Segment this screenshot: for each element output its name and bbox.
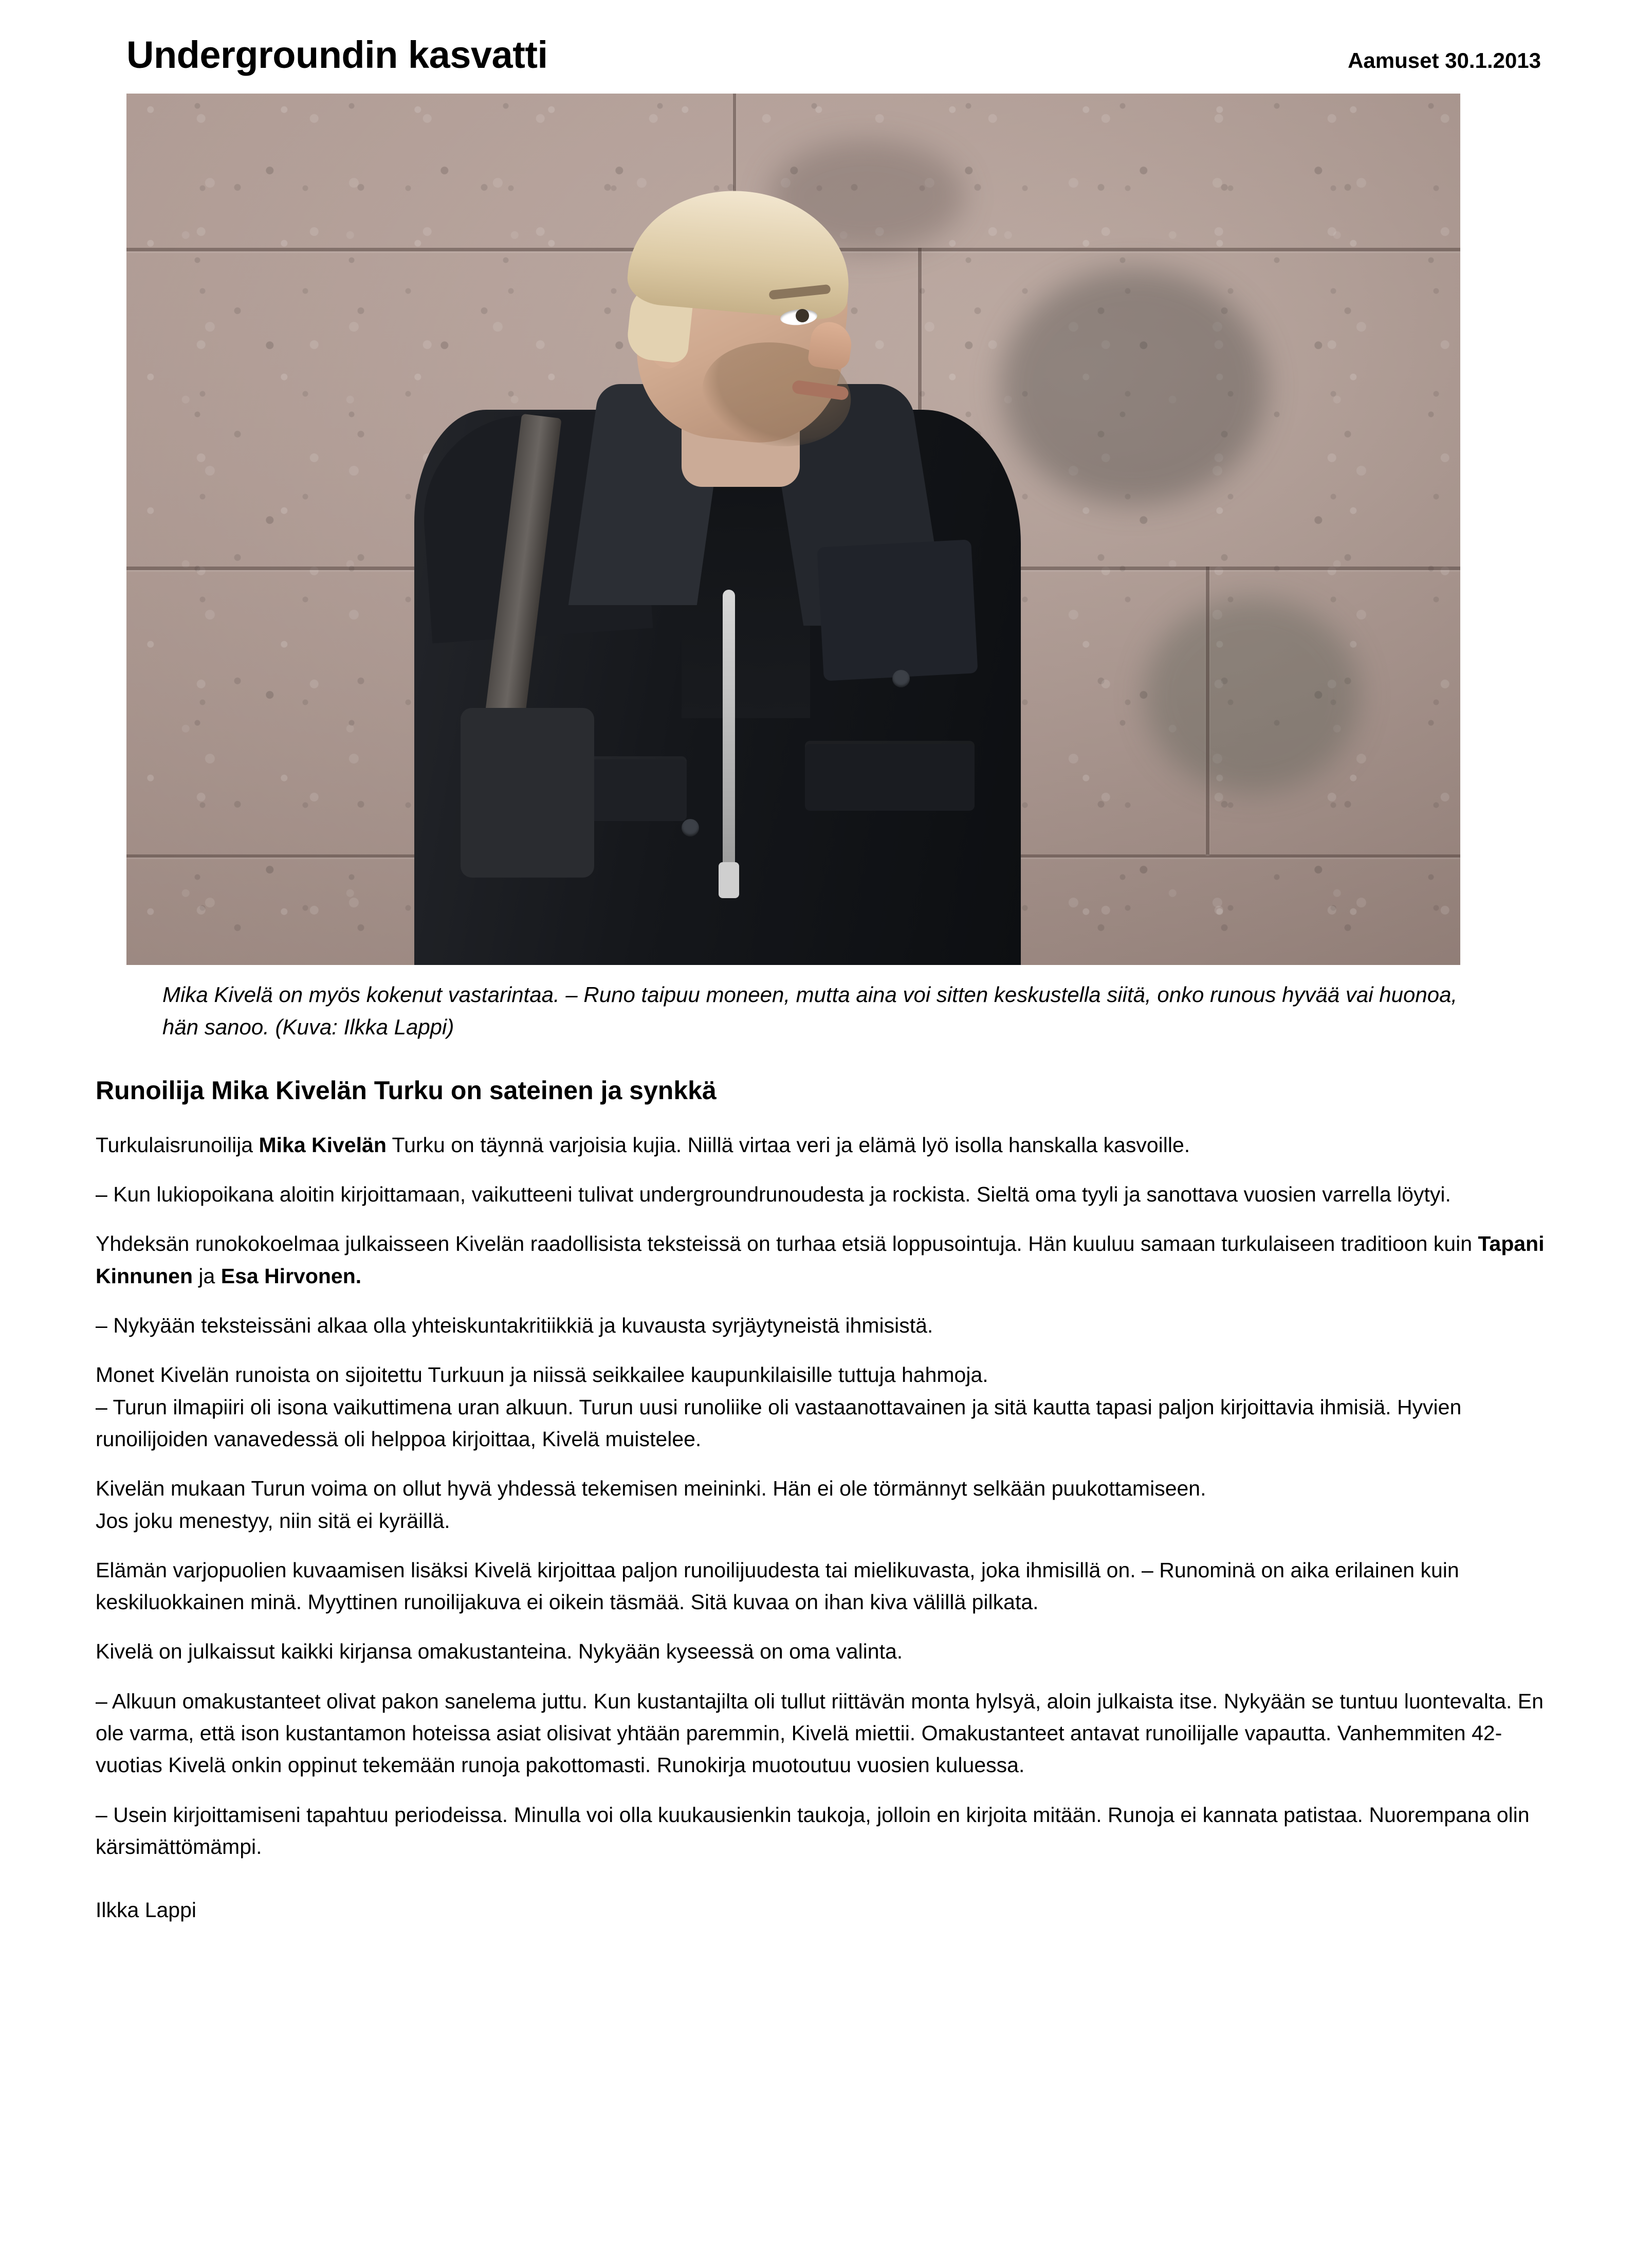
pupil bbox=[796, 309, 809, 322]
article-photo-wrapper bbox=[49, 94, 1603, 965]
person-figure bbox=[414, 194, 1021, 965]
hair bbox=[626, 181, 856, 321]
article-paragraph: – Alkuun omakustanteet olivat pakon sanelema juttu. Kun kustantajilta oli tullut riittävän monta hylsyä, aloin julkaista itse. Nykyään se tuntuu luontevalta. En ole varma, että ison kustantamon hoteissa asiat olisivat yhtään paremmin, Kivelä miettii. Omakustanteet antavat runoilijalle vapautta. Vanhemmiten 42-vuotias Kivelä onkin oppinut tekemään runoja pakottomasti. Runokirja muotoutuu vuosien kuluessa. bbox=[96, 1689, 1544, 1777]
masthead bbox=[49, 21, 1603, 75]
article-paragraph: Kivelä on julkaissut kaikki kirjansa omakustanteina. Nykyään kyseessä on oma valinta. bbox=[96, 1639, 903, 1664]
photo-caption: Mika Kivelä on myös kokenut vastarintaa. – Runo taipuu moneen, mutta aina voi sitten keskustella siitä, onko runous hyvää vai huonoa, hän sanoo. (Kuva: Ilkka Lappi) bbox=[162, 982, 1458, 1039]
article-paragraph: Elämän varjopuolien kuvaamisen lisäksi Kivelä kirjoittaa paljon runoilijuudesta tai mielikuvasta, joka ihmisillä on. – Runominä on aika erilainen kuin keskiluokkainen minä. Myyttinen runoilijakuva ei oikein täsmää. Sitä kuvaa on ihan kiva välillä pilkata. bbox=[96, 1558, 1459, 1614]
article-paragraph: Yhdeksän runokokoelmaa julkaisseen Kivelän raadollisista teksteissä on turhaa etsiä loppusointuja. Hän kuuluu samaan turkulaiseen traditioon kuin Tapani Kinnunen ja Esa Hirvonen. bbox=[96, 1232, 1545, 1288]
article-subheading: Runoilija Mika Kivelän Turku on sateinen ja synkkä bbox=[96, 1076, 717, 1105]
page-title: Undergroundin kasvatti bbox=[126, 33, 548, 76]
emphasized-name: Tapani Kinnunen bbox=[96, 1232, 1545, 1288]
stone-shadow-patch bbox=[1144, 597, 1360, 793]
coat-pocket-right bbox=[805, 744, 975, 811]
stone-shadow-patch bbox=[1000, 268, 1268, 505]
emphasized-name: Esa Hirvonen. bbox=[221, 1264, 362, 1288]
article-paragraph: – Kun lukiopoikana aloitin kirjoittamaan, vaikutteeni tulivat undergroundrunoudesta ja rockista. Sieltä oma tyyli ja sanottava vuosien varrella löytyi. bbox=[96, 1182, 1451, 1206]
article-paragraph: Kivelän mukaan Turun voima on ollut hyvä yhdessä tekemisen meininki. Hän ei ole törmännyt selkään puukottamiseen. Jos joku menestyy, niin sitä ei kyräillä. bbox=[96, 1477, 1206, 1533]
zipper-pull bbox=[719, 862, 739, 898]
coat-flap bbox=[817, 539, 978, 681]
article-byline: Ilkka Lappi bbox=[96, 1898, 197, 1922]
emphasized-name: Mika Kivelän bbox=[259, 1133, 387, 1157]
article-paragraph: – Usein kirjoittamiseni tapahtuu periodeissa. Minulla voi olla kuukausienkin taukoja, jolloin en kirjoita mitään. Runoja ei kannata patistaa. Nuorempana olin kärsimättömämpi. bbox=[96, 1802, 1530, 1858]
zipper bbox=[723, 590, 735, 878]
article-paragraph: – Nykyään teksteissäni alkaa olla yhteiskuntakritiikkiä ja kuvausta syrjäytyneistä ihmisistä. bbox=[96, 1313, 933, 1337]
article-paragraph: Monet Kivelän runoista on sijoitettu Turkuun ja niissä seikkailee kaupunkilaisille tuttuja hahmoja. – Turun ilmapiiri oli isona vaikuttimena uran alkuun. Turun uusi runoliike oli vastaanottavainen ja sitä kautta tapasi paljon kirjoittavia ihmisiä. Hyvien runoilijoiden vanavedessä oli helppoa kirjoittaa, Kivelä muistelee. bbox=[96, 1363, 1462, 1451]
article-paragraphs bbox=[96, 1129, 1546, 1863]
article-photo bbox=[126, 94, 1460, 965]
mortar-joint bbox=[1206, 567, 1209, 854]
article-paragraph: Turkulaisrunoilija Mika Kivelän Turku on täynnä varjoisia kujia. Niillä virtaa veri ja elämä lyö isolla hanskalla kasvoille. bbox=[96, 1133, 1190, 1157]
coat-button bbox=[892, 670, 910, 687]
publication-date: Aamuset 30.1.2013 bbox=[1348, 48, 1541, 72]
coat-button bbox=[682, 819, 699, 836]
shoulder-bag bbox=[461, 708, 594, 878]
article-body bbox=[49, 1074, 1603, 1926]
